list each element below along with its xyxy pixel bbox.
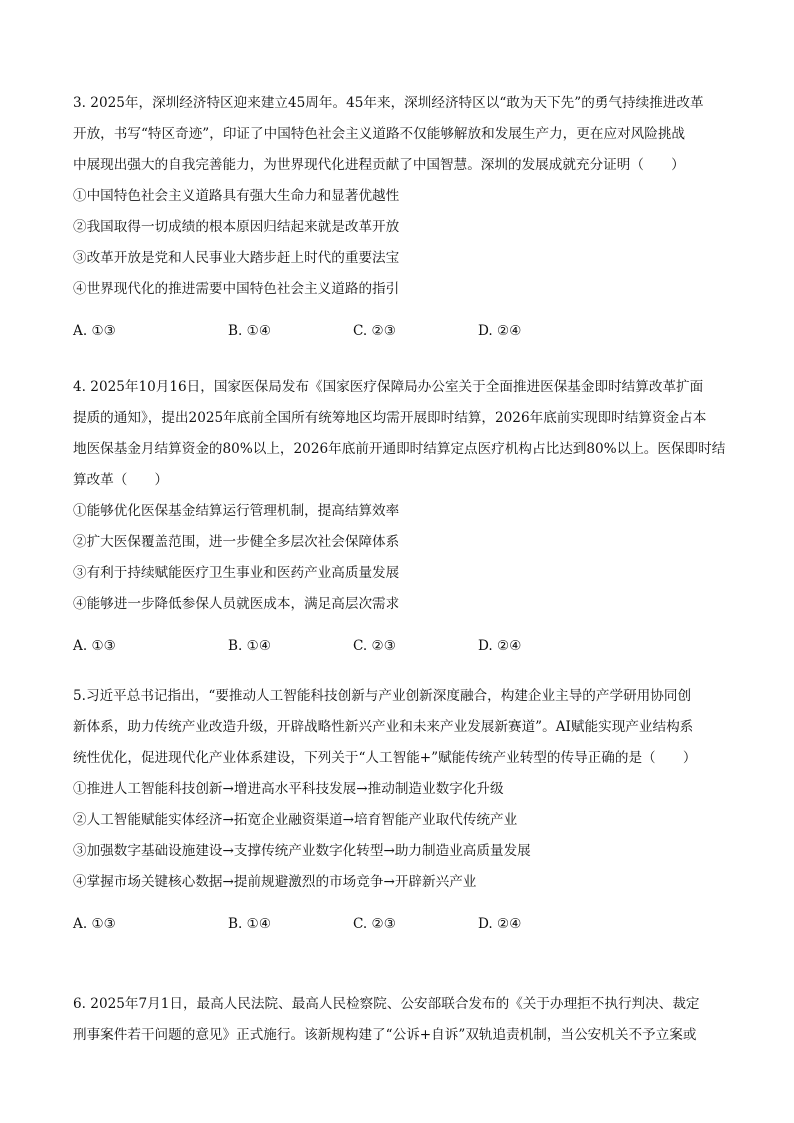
stem-line: 算改革（ ） <box>73 472 169 488</box>
choice-a: A. ①③ <box>73 638 116 654</box>
stem-line: 地医保基金月结算资金的80%以上，2026年底前开通即时结算定点医疗机构占比达到80%以上。医保即时结 <box>73 441 726 457</box>
question-5 <box>73 681 733 940</box>
question-stem <box>73 681 733 774</box>
answer-choices <box>73 909 733 940</box>
choice-c: C. ②③ <box>353 916 396 932</box>
stem-line: 刑事案件若干问题的意见》正式施行。该新规构建了“公诉+自诉”双轨追责机制，当公安机关不予立案或 <box>73 1027 697 1043</box>
stem-line: 中展现出强大的自我完善能力，为世界现代化进程贡献了中国智慧。深圳的发展成就充分证明（ ） <box>73 157 685 173</box>
choice-a: A. ①③ <box>73 323 116 339</box>
question-stem <box>73 88 733 181</box>
stem-line: 5.习近平总书记指出，“要推动人工智能科技创新与产业创新深度融合，构建企业主导的产学研用协同创 <box>73 688 692 704</box>
answer-choices <box>73 631 733 662</box>
question-stem <box>73 372 733 496</box>
stem-line: 开放，书写“特区奇迹”，印证了中国特色社会主义道路不仅能够解放和发展生产力，更在应对风险挑战 <box>73 126 686 142</box>
choice-c: C. ②③ <box>353 323 396 339</box>
stem-line: 6. 2025年7月1日，最高人民法院、最高人民检察院、公安部联合发布的《关于办理拒不执行判决、裁定 <box>73 996 700 1012</box>
choice-c: C. ②③ <box>353 638 396 654</box>
option-1: ①中国特色社会主义道路具有强大生命力和显著优越性 <box>73 188 400 204</box>
question-stem <box>73 989 733 1051</box>
stem-line: 4. 2025年10月16日，国家医保局发布《国家医疗保障局办公室关于全面推进医保基金即时结算改革扩面 <box>73 379 704 395</box>
stem-line: 统性优化，促进现代化产业体系建设，下列关于“人工智能+”赋能传统产业转型的传导正确的是（ ） <box>73 750 697 766</box>
answer-choices <box>73 316 733 347</box>
option-1: ①推进人工智能科技创新→增进高水平科技发展→推动制造业数字化升级 <box>73 781 504 797</box>
question-3 <box>73 88 733 347</box>
option-2: ②扩大医保覆盖范围，进一步健全多层次社会保障体系 <box>73 534 400 550</box>
question-6 <box>73 989 733 1051</box>
option-1: ①能够优化医保基金结算运行管理机制，提高结算效率 <box>73 503 400 519</box>
option-3: ③加强数字基础设施建设→支撑传统产业数字化转型→助力制造业高质量发展 <box>73 843 531 859</box>
option-2: ②人工智能赋能实体经济→拓宽企业融资渠道→培育智能产业取代传统产业 <box>73 812 518 828</box>
option-3: ③有利于持续赋能医疗卫生事业和医药产业高质量发展 <box>73 565 400 581</box>
option-3: ③改革开放是党和人民事业大踏步赶上时代的重要法宝 <box>73 250 400 266</box>
stem-line: 新体系，助力传统产业改造升级，开辟战略性新兴产业和未来产业发展新赛道”。AI赋能实现产业结构系 <box>73 719 694 735</box>
choice-b: B. ①④ <box>228 323 272 339</box>
choice-b: B. ①④ <box>228 916 272 932</box>
stem-line: 3. 2025年，深圳经济特区迎来建立45周年。45年来，深圳经济特区以“敢为天下先”的勇气持续推进改革 <box>73 95 704 111</box>
choice-a: A. ①③ <box>73 916 116 932</box>
choice-d: D. ②④ <box>478 916 522 932</box>
choice-d: D. ②④ <box>478 638 522 654</box>
option-4: ④世界现代化的推进需要中国特色社会主义道路的指引 <box>73 281 400 297</box>
choice-b: B. ①④ <box>228 638 272 654</box>
option-4: ④能够进一步降低参保人员就医成本，满足高层次需求 <box>73 596 400 612</box>
question-4 <box>73 372 733 662</box>
option-2: ②我国取得一切成绩的根本原因归结起来就是改革开放 <box>73 219 400 235</box>
stem-line: 提质的通知》，提出2025年底前全国所有统筹地区均需开展即时结算，2026年底前实现即时结算资金占本 <box>73 410 707 426</box>
option-4: ④掌握市场关键核心数据→提前规避激烈的市场竞争→开辟新兴产业 <box>73 874 477 890</box>
choice-d: D. ②④ <box>478 323 522 339</box>
